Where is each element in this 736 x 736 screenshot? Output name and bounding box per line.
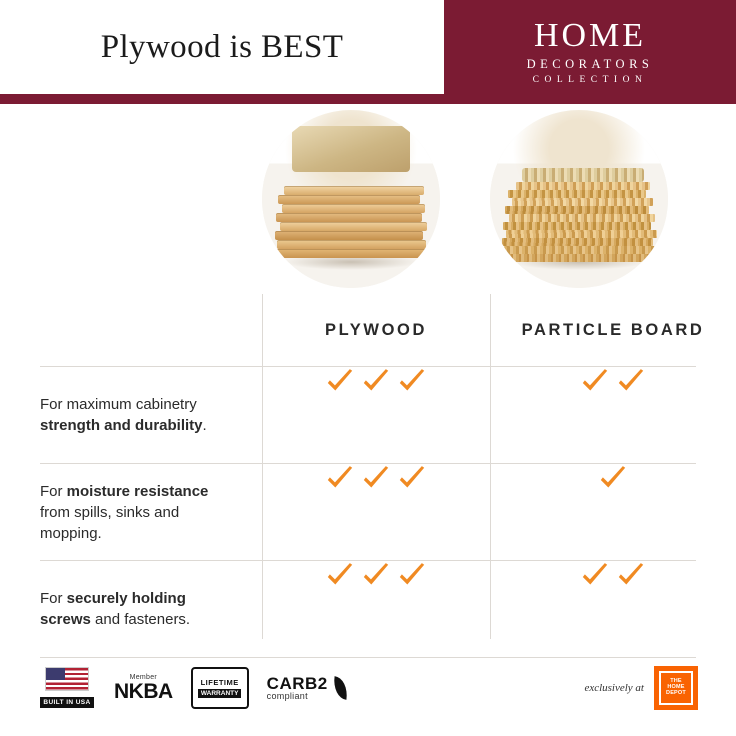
column-divider-2 bbox=[490, 294, 491, 639]
comparison-table bbox=[0, 294, 736, 658]
lifetime-warranty-badge bbox=[191, 667, 249, 709]
particle-board-stack-graphic bbox=[500, 158, 658, 262]
check-icon bbox=[325, 561, 355, 591]
compliant-label: compliant bbox=[266, 691, 308, 701]
header bbox=[0, 0, 736, 104]
check-group bbox=[262, 367, 490, 397]
check-group bbox=[262, 464, 490, 494]
plywood-rating-cell bbox=[262, 464, 490, 560]
check-icon bbox=[325, 367, 355, 397]
check-icon bbox=[616, 561, 646, 591]
check-icon bbox=[397, 367, 427, 397]
header-cell-plywood: PLYWOOD bbox=[325, 320, 427, 339]
row-label-post: . bbox=[202, 417, 207, 434]
built-in-usa-badge bbox=[38, 667, 96, 709]
row-label-bold: moisture resistance bbox=[66, 482, 209, 500]
row-label-text bbox=[40, 481, 238, 544]
particle-rating-cell bbox=[490, 367, 736, 463]
page-title: Plywood is BEST bbox=[100, 28, 344, 65]
check-icon bbox=[361, 367, 391, 397]
nkba-member-label: Member bbox=[129, 674, 158, 681]
table-row bbox=[0, 464, 736, 560]
exclusively-at-label: exclusively at bbox=[584, 682, 644, 694]
row-label-bold: securely holding screws bbox=[40, 590, 186, 628]
check-icon bbox=[616, 367, 646, 397]
lifetime-label: LIFETIME bbox=[200, 678, 239, 687]
brand-logo bbox=[444, 0, 736, 104]
row-label-bold: strength and durability bbox=[40, 417, 203, 434]
check-icon bbox=[598, 464, 628, 494]
row-label-cell bbox=[0, 464, 262, 560]
usa-flag-icon bbox=[45, 667, 89, 691]
row-label-cell bbox=[0, 367, 262, 463]
table-row bbox=[0, 367, 736, 463]
check-icon bbox=[397, 561, 427, 591]
row-label-pre: For bbox=[40, 482, 67, 500]
table-header-row bbox=[0, 294, 736, 366]
leaf-icon bbox=[331, 676, 349, 700]
brand-line-collection: COLLECTION bbox=[532, 74, 648, 85]
retailer-block bbox=[584, 666, 698, 710]
check-icon bbox=[361, 561, 391, 591]
column-divider-1 bbox=[262, 294, 263, 639]
header-accent-bar bbox=[0, 94, 444, 104]
certification-badges bbox=[38, 667, 348, 709]
nkba-badge bbox=[114, 674, 173, 702]
particle-board-photo bbox=[490, 110, 668, 288]
brand-line-home: HOME bbox=[533, 17, 647, 54]
nkba-label: NKBA bbox=[114, 680, 173, 703]
brand-line-decorators: DECORATORS bbox=[526, 57, 654, 71]
particle-rating-cell bbox=[490, 464, 736, 560]
check-icon bbox=[361, 464, 391, 494]
home-depot-line-3: DEPOT bbox=[666, 689, 686, 696]
built-in-usa-caption: BUILT IN USA bbox=[40, 697, 93, 708]
row-label-pre: For maximum cabinetry bbox=[40, 396, 197, 413]
check-icon bbox=[580, 367, 610, 397]
plywood-rating-cell bbox=[262, 367, 490, 463]
row-label-text bbox=[40, 588, 238, 630]
check-group bbox=[490, 367, 736, 397]
home-depot-line-1: THE bbox=[670, 678, 682, 685]
row-label-post: from spills, sinks and mopping. bbox=[40, 503, 180, 542]
photo-row bbox=[0, 104, 736, 294]
carb2-label: CARB2 bbox=[266, 674, 328, 693]
check-icon bbox=[325, 464, 355, 494]
row-label-text bbox=[40, 394, 238, 436]
home-depot-logo bbox=[654, 666, 698, 710]
check-icon bbox=[580, 561, 610, 591]
home-depot-line-2: HOME bbox=[667, 684, 685, 691]
carb2-compliant-badge bbox=[267, 675, 348, 701]
check-icon bbox=[397, 464, 427, 494]
warranty-label: WARRANTY bbox=[198, 689, 242, 698]
header-cell-particle-board: PARTICLE BOARD bbox=[521, 320, 705, 339]
row-label-pre: For bbox=[40, 590, 67, 607]
check-group bbox=[262, 561, 490, 591]
plywood-photo bbox=[262, 110, 440, 288]
plywood-stack-graphic bbox=[274, 162, 428, 258]
row-label-post: and fasteners. bbox=[90, 611, 191, 628]
check-group bbox=[490, 561, 736, 591]
check-group bbox=[490, 464, 736, 494]
footer bbox=[0, 640, 736, 736]
